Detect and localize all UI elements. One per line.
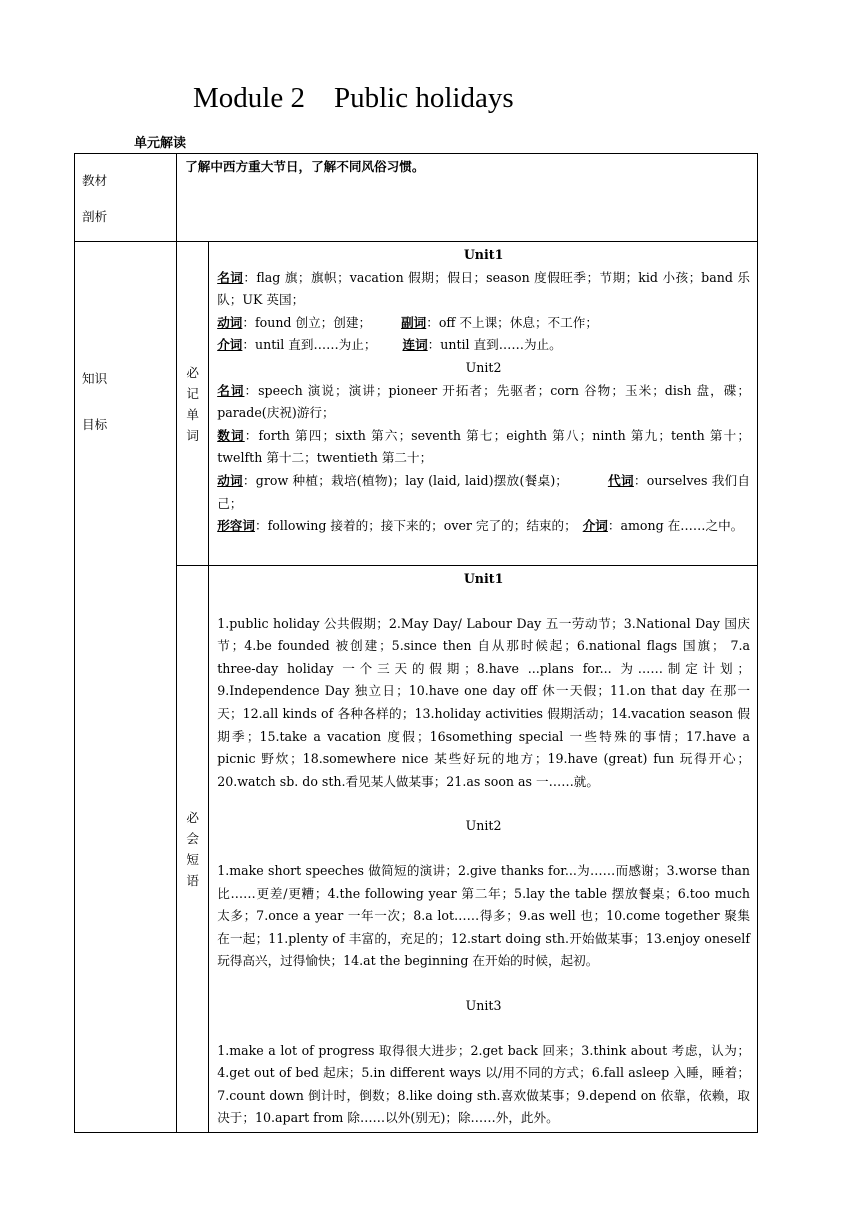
sub-label-char: 语 [186, 872, 199, 888]
pos-text: ：until 直到……为止； [242, 337, 377, 353]
label-line: 剖析 [82, 209, 108, 224]
pos-text: ：forth 第四；sixth 第六；seventh 第七；eighth 第八；ninth 第九；tenth 第十；twelfth 第十二；twentieth 第二十； [217, 427, 751, 466]
sub-label-char: 单 [186, 406, 199, 422]
word-group-adj-prep [217, 515, 750, 538]
pos-label: 介词 [217, 337, 243, 353]
unit-heading: Unit1 [463, 247, 504, 262]
pos-label: 名词 [217, 382, 245, 398]
phrases-content [209, 566, 758, 1133]
word-group-noun [217, 267, 750, 312]
sub-label-char: 记 [186, 385, 199, 401]
table-row-textbook-analysis [75, 154, 758, 242]
unit-heading: Unit2 [465, 818, 502, 834]
label-line: 教材 [82, 173, 108, 188]
sub-label-char: 必 [186, 364, 199, 380]
pos-label: 代词 [607, 472, 634, 488]
phrase-list-unit1: 1.public holiday 公共假期；2.May Day/ Labour Day 五一劳动节；3.National Day 国庆节；4.be founded 被创建；5.since then 自从那时候起；6.national flags 国旗； 7.a three-day holiday 一个三天的假期；8.have ...plans for... 为……制定计划；9.Independence Day 独立日；10.have one day off 休一天假；11.on that day 在那一天；12.all kinds of 各种各样的；13.holiday activities 假期活动；14.vacation season 假期季；15.take a vacation 度假；16something special 一些特殊的事情；17.have a picnic 野炊；18.somewhere nice 某些好玩的地方；19.have (great) fun 玩得开心；20.watch sb. do sth.看见某人做某事；21.as soon as 一……就。 [217, 615, 750, 789]
unit-heading: Unit3 [465, 997, 502, 1013]
label-line: 知识 [82, 371, 108, 386]
sub-label-char: 短 [186, 851, 199, 867]
pos-text: ：among 在……之中。 [607, 518, 744, 534]
pos-text: ：ourselves 我们自己； [217, 472, 751, 511]
pos-text: ：grow 种植；栽培(植物)；lay (laid, laid)摆放(餐桌)； [242, 472, 568, 488]
label-line: 目标 [82, 417, 108, 432]
pos-label: 名词 [217, 269, 244, 285]
unit-overview-table [74, 153, 758, 1133]
textbook-analysis-content: 了解中西方重大节日，了解不同风俗习惯。 [177, 154, 758, 242]
sub-label-char: 必 [186, 809, 199, 825]
pos-label: 介词 [582, 518, 608, 534]
words-content [209, 242, 758, 566]
phrase-list-unit3: 1.make a lot of progress 取得很大进步；2.get back 回来；3.think about 考虑，认为；4.get out of bed 起床；5.in different ways 以/用不同的方式；6.fall asleep 入睡，睡着；7.count down 倒计时，倒数；8.like doing sth.喜欢做某事；9.depend on 依靠，依赖，取决于；10.apart from 除……以外(别无)；除……外，此外。 [217, 1042, 750, 1126]
pos-text: ：flag 旗；旗帜；vacation 假期；假日；season 度假旺季；节期；kid 小孩；band 乐队；UK 英国； [217, 269, 750, 308]
pos-label: 数词 [217, 427, 245, 443]
unit-heading: Unit1 [463, 571, 504, 586]
word-group-numeral [217, 425, 750, 470]
pos-text: ：off 不上课；休息；不工作； [426, 314, 598, 330]
sub-label-words [177, 242, 209, 566]
table-row-phrases [75, 566, 758, 1133]
unit-heading: Unit2 [465, 359, 502, 375]
phrase-list-unit2: 1.make short speeches 做简短的演讲；2.give thanks for...为……而感谢；3.worse than 比……更差/更糟；4.the following year 第二年；5.lay the table 摆放餐桌；6.too much 太多；7.once a year 一年一次；8.a lot……得多；9.as well 也；10.come together 聚集在一起；11.plenty of 丰富的，充足的；12.start doing sth.开始做某事；13.enjoy oneself 玩得高兴，过得愉快；14.at the beginning 在开始的时候，起初。 [217, 862, 750, 969]
section-subtitle: 单元解读 [134, 136, 187, 151]
pos-label: 连词 [402, 337, 428, 353]
page-title: Module 2 Public holidays [193, 82, 514, 114]
word-group-verb-pron [217, 470, 750, 515]
word-group-verb-adv [217, 312, 750, 335]
word-group-noun [217, 380, 750, 425]
pos-label: 动词 [217, 472, 243, 488]
pos-label: 形容词 [217, 518, 255, 534]
pos-text: ：found 创立；创建； [242, 314, 372, 330]
sub-label-char: 会 [186, 830, 199, 846]
table-row-knowledge-goals [75, 242, 758, 566]
pos-label: 副词 [401, 314, 427, 330]
pos-text: ：speech 演说；演讲；pioneer 开拓者；先驱者；corn 谷物；玉米；dish 盘，碟；parade(庆祝)游行； [217, 382, 750, 421]
pos-text: ：until 直到……为止。 [427, 337, 562, 353]
row-label-textbook-analysis [75, 154, 177, 242]
pos-text: ：following 接着的；接下来的；over 完了的；结束的； [254, 518, 577, 534]
sub-label-phrases [177, 566, 209, 1133]
sub-label-char: 词 [186, 427, 199, 443]
row-label-knowledge-goals [75, 242, 177, 1133]
pos-label: 动词 [217, 314, 243, 330]
word-group-prep-conj [217, 334, 750, 357]
